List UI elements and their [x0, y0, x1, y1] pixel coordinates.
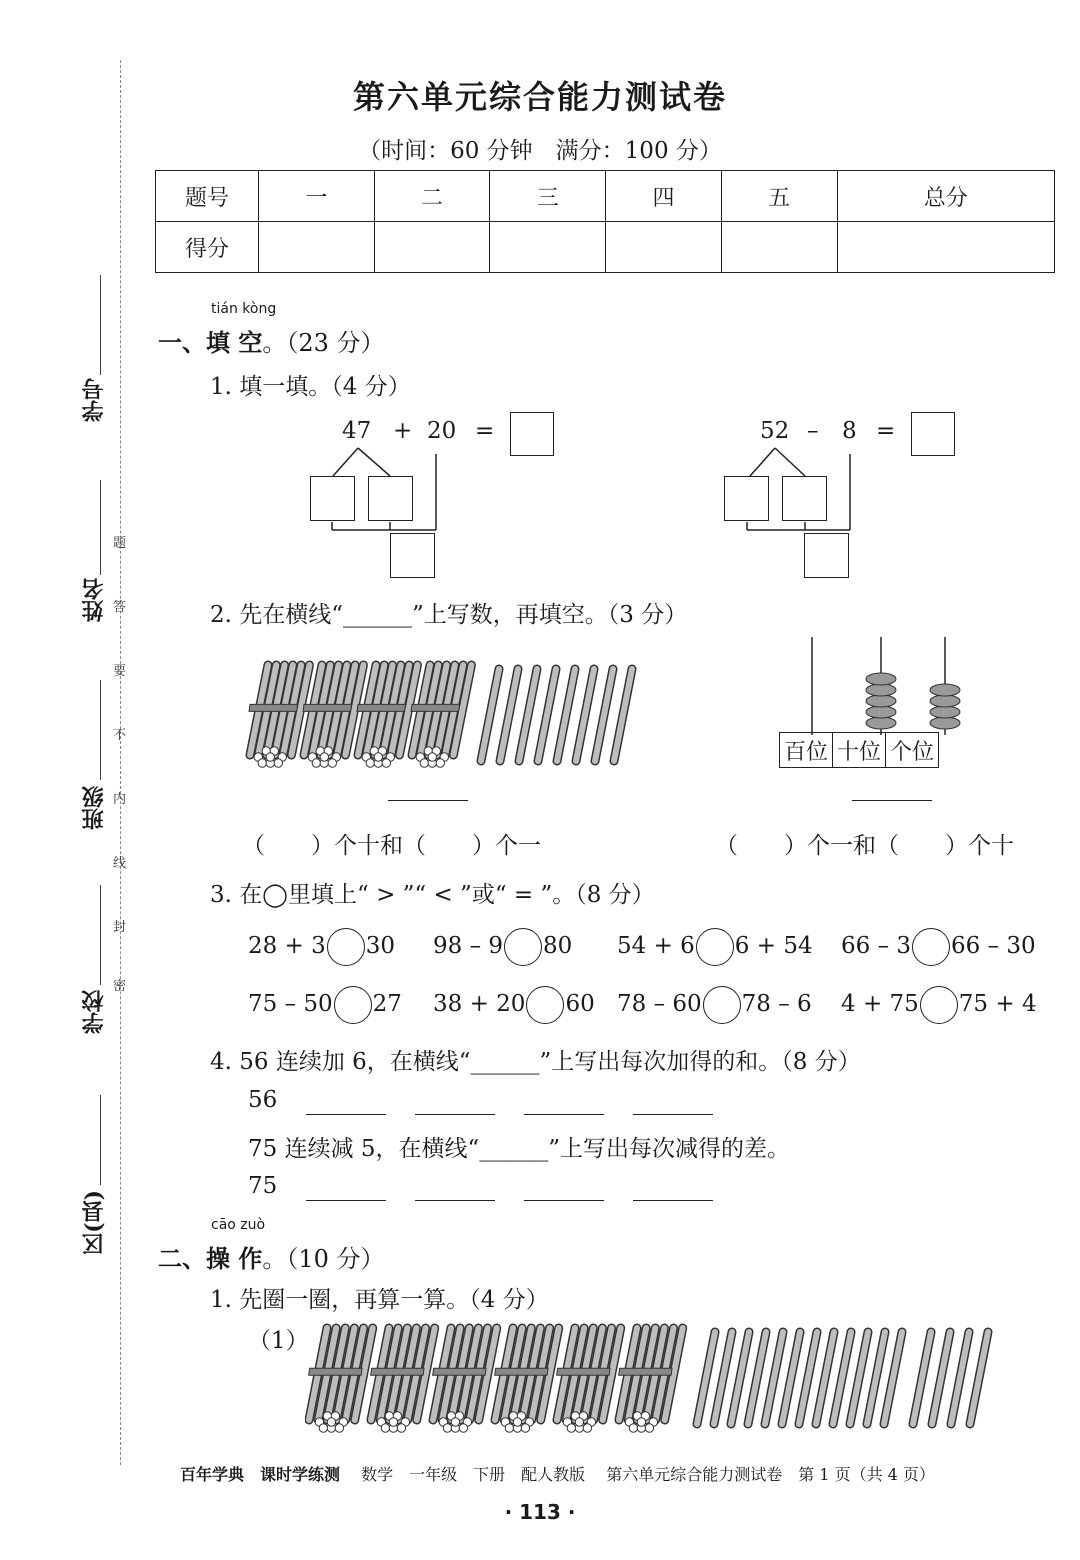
compare-item: 38 + 20 60 — [433, 986, 595, 1024]
abacus-bead — [866, 673, 896, 685]
table-row — [780, 733, 939, 768]
place-value-table — [779, 732, 939, 768]
seal-char: 密 — [113, 979, 127, 994]
answer-blank[interactable] — [633, 1200, 713, 1201]
abacus-bead — [930, 695, 960, 707]
side-line-4 — [100, 885, 101, 985]
answer-box[interactable] — [911, 412, 955, 456]
seal-char: 不 — [113, 728, 127, 743]
seal-char: 答 — [113, 600, 127, 615]
side-label-class: 班级 — [81, 786, 107, 830]
compare-item: 4 + 75 75 + 4 — [841, 986, 1037, 1024]
single-sticks — [913, 1332, 988, 1424]
table-cell: 得分 — [156, 222, 259, 273]
answer-blank[interactable] — [306, 1114, 386, 1115]
compare-circle[interactable] — [912, 928, 950, 966]
table-cell: 题号 — [156, 171, 259, 222]
q4-text2: 75 连续减 5，在横线“______”上写出每次减得的差。 — [248, 1136, 791, 1162]
answer-box[interactable] — [390, 533, 435, 578]
answer-blank[interactable] — [415, 1200, 495, 1201]
score-input-cell[interactable] — [259, 222, 375, 273]
side-label-school: 学校 — [81, 990, 107, 1034]
q4-start-sub: 75 — [248, 1173, 278, 1199]
answer-box[interactable] — [782, 476, 827, 521]
page-number: · 113 · — [504, 1500, 576, 1524]
footer-brand: 百年学典 课时学练测 — [180, 1465, 341, 1484]
eq-num: 52 — [760, 418, 790, 444]
page-title: 第六单元综合能力测试卷 — [352, 78, 727, 116]
compare-item: 75 – 50 27 — [248, 986, 402, 1024]
score-input-cell[interactable] — [490, 222, 606, 273]
seal-char: 线 — [113, 856, 127, 871]
place-hundreds: 百位 — [780, 733, 833, 768]
score-input-cell[interactable] — [721, 222, 837, 273]
stick-bundle — [433, 1328, 497, 1432]
section1-title: 一、填 空 — [158, 328, 263, 357]
compare-item: 98 – 9 80 — [433, 928, 572, 966]
table-cell: 四 — [606, 171, 722, 222]
q2-right-fill: （ ）个一和（ ）个十 — [715, 833, 1014, 859]
eq-num: 8 — [842, 418, 857, 444]
q2-text: 2. 先在横线“______”上写数，再填空。（3 分） — [210, 602, 688, 628]
compare-circle[interactable] — [920, 986, 958, 1024]
eq-op: – — [807, 418, 819, 444]
table-cell: 一 — [259, 171, 375, 222]
s2q1-text: 1. 先圈一圈，再算一算。（4 分） — [210, 1287, 549, 1313]
section2-points: 。（10 分） — [262, 1245, 385, 1273]
answer-blank[interactable] — [852, 800, 932, 801]
answer-box[interactable] — [368, 476, 413, 521]
seal-char: 要 — [113, 664, 127, 679]
answer-blank[interactable] — [524, 1114, 604, 1115]
stick-bundle — [309, 1328, 373, 1432]
score-table — [155, 170, 1055, 273]
exam-info: （时间：60 分钟 满分：100 分） — [358, 138, 722, 164]
footer-subject: 数学 一年级 下册 配人教版 — [361, 1465, 586, 1484]
abacus-bead — [866, 684, 896, 696]
side-label-district: 区(县) — [81, 1190, 107, 1255]
side-label-name: 姓名 — [81, 578, 107, 622]
side-line-5 — [100, 1095, 101, 1185]
footer-unit: 第六单元综合能力测试卷 第 1 页（共 4 页） — [606, 1465, 935, 1484]
table-cell: 二 — [374, 171, 490, 222]
table-cell: 五 — [721, 171, 837, 222]
abacus-bead — [930, 717, 960, 729]
stick-bundles-illustration-2 — [305, 1318, 1005, 1436]
single-sticks — [697, 1332, 902, 1424]
section2-pinyin: cāo zuò — [211, 1217, 266, 1233]
single-sticks — [481, 669, 632, 761]
compare-circle[interactable] — [327, 928, 365, 966]
eq-op: = — [475, 418, 495, 444]
table-cell: 总分 — [837, 171, 1054, 222]
seal-char: 封 — [113, 920, 127, 935]
answer-blank[interactable] — [415, 1114, 495, 1115]
q3-text: 3. 在◯里填上“ > ”“ < ”或“ = ”。（8 分） — [210, 882, 655, 908]
section1-points: 。（23 分） — [262, 329, 385, 357]
q4-start-add: 56 — [248, 1087, 278, 1113]
compare-item: 66 – 3 66 – 30 — [841, 928, 1036, 966]
compare-item: 78 – 60 78 – 6 — [617, 986, 812, 1024]
compare-circle[interactable] — [334, 986, 372, 1024]
answer-blank[interactable] — [524, 1200, 604, 1201]
stick-bundle — [557, 1328, 621, 1432]
abacus-bead — [866, 706, 896, 718]
eq-num: 20 — [427, 418, 457, 444]
answer-box[interactable] — [310, 476, 355, 521]
score-input-cell[interactable] — [374, 222, 490, 273]
compare-circle[interactable] — [696, 928, 734, 966]
eq-op: = — [876, 418, 896, 444]
binding-dashed-line — [120, 60, 121, 1465]
side-line-3 — [100, 680, 101, 780]
abacus-bead — [866, 717, 896, 729]
section1-heading — [158, 323, 385, 358]
table-row — [156, 171, 1055, 222]
table-cell: 三 — [490, 171, 606, 222]
abacus-bead — [866, 695, 896, 707]
answer-blank[interactable] — [388, 800, 468, 801]
eq-op: + — [393, 418, 413, 444]
stick-bundle — [371, 1328, 435, 1432]
side-line-1 — [100, 275, 101, 375]
abacus-bead — [930, 706, 960, 718]
abacus-bead — [930, 684, 960, 696]
score-input-cell[interactable] — [837, 222, 1054, 273]
section1-pinyin: tián kòng — [211, 301, 277, 317]
q4-text: 4. 56 连续加 6，在横线“______”上写出每次加得的和。（8 分） — [210, 1049, 861, 1075]
stick-bundle — [411, 665, 471, 767]
score-input-cell[interactable] — [606, 222, 722, 273]
section2-heading — [158, 1239, 385, 1274]
s2q1-sub: （1） — [248, 1328, 309, 1354]
answer-box[interactable] — [510, 412, 554, 456]
answer-box[interactable] — [804, 533, 849, 578]
stick-bundles-illustration — [245, 655, 655, 770]
compare-circle[interactable] — [526, 986, 564, 1024]
table-row — [156, 222, 1055, 273]
compare-circle[interactable] — [703, 986, 741, 1024]
section2-title: 二、操 作 — [158, 1244, 263, 1273]
place-tens: 十位 — [833, 733, 886, 768]
q2-left-fill: （ ）个十和（ ）个一 — [242, 833, 541, 859]
seal-char: 内 — [113, 792, 127, 807]
answer-blank[interactable] — [633, 1114, 713, 1115]
seal-char: 题 — [113, 536, 127, 551]
place-ones: 个位 — [886, 733, 939, 768]
eq-num: 47 — [342, 418, 372, 444]
side-label-student-id: 学号 — [81, 378, 107, 422]
answer-box[interactable] — [724, 476, 769, 521]
compare-item: 28 + 3 30 — [248, 928, 395, 966]
stick-bundle — [495, 1328, 559, 1432]
answer-blank[interactable] — [306, 1200, 386, 1201]
footer — [180, 1462, 935, 1485]
stick-bundle — [619, 1328, 683, 1432]
side-line-2 — [100, 480, 101, 575]
compare-circle[interactable] — [504, 928, 542, 966]
compare-item: 54 + 6 6 + 54 — [617, 928, 813, 966]
q1-text: 1. 填一填。（4 分） — [210, 374, 411, 400]
